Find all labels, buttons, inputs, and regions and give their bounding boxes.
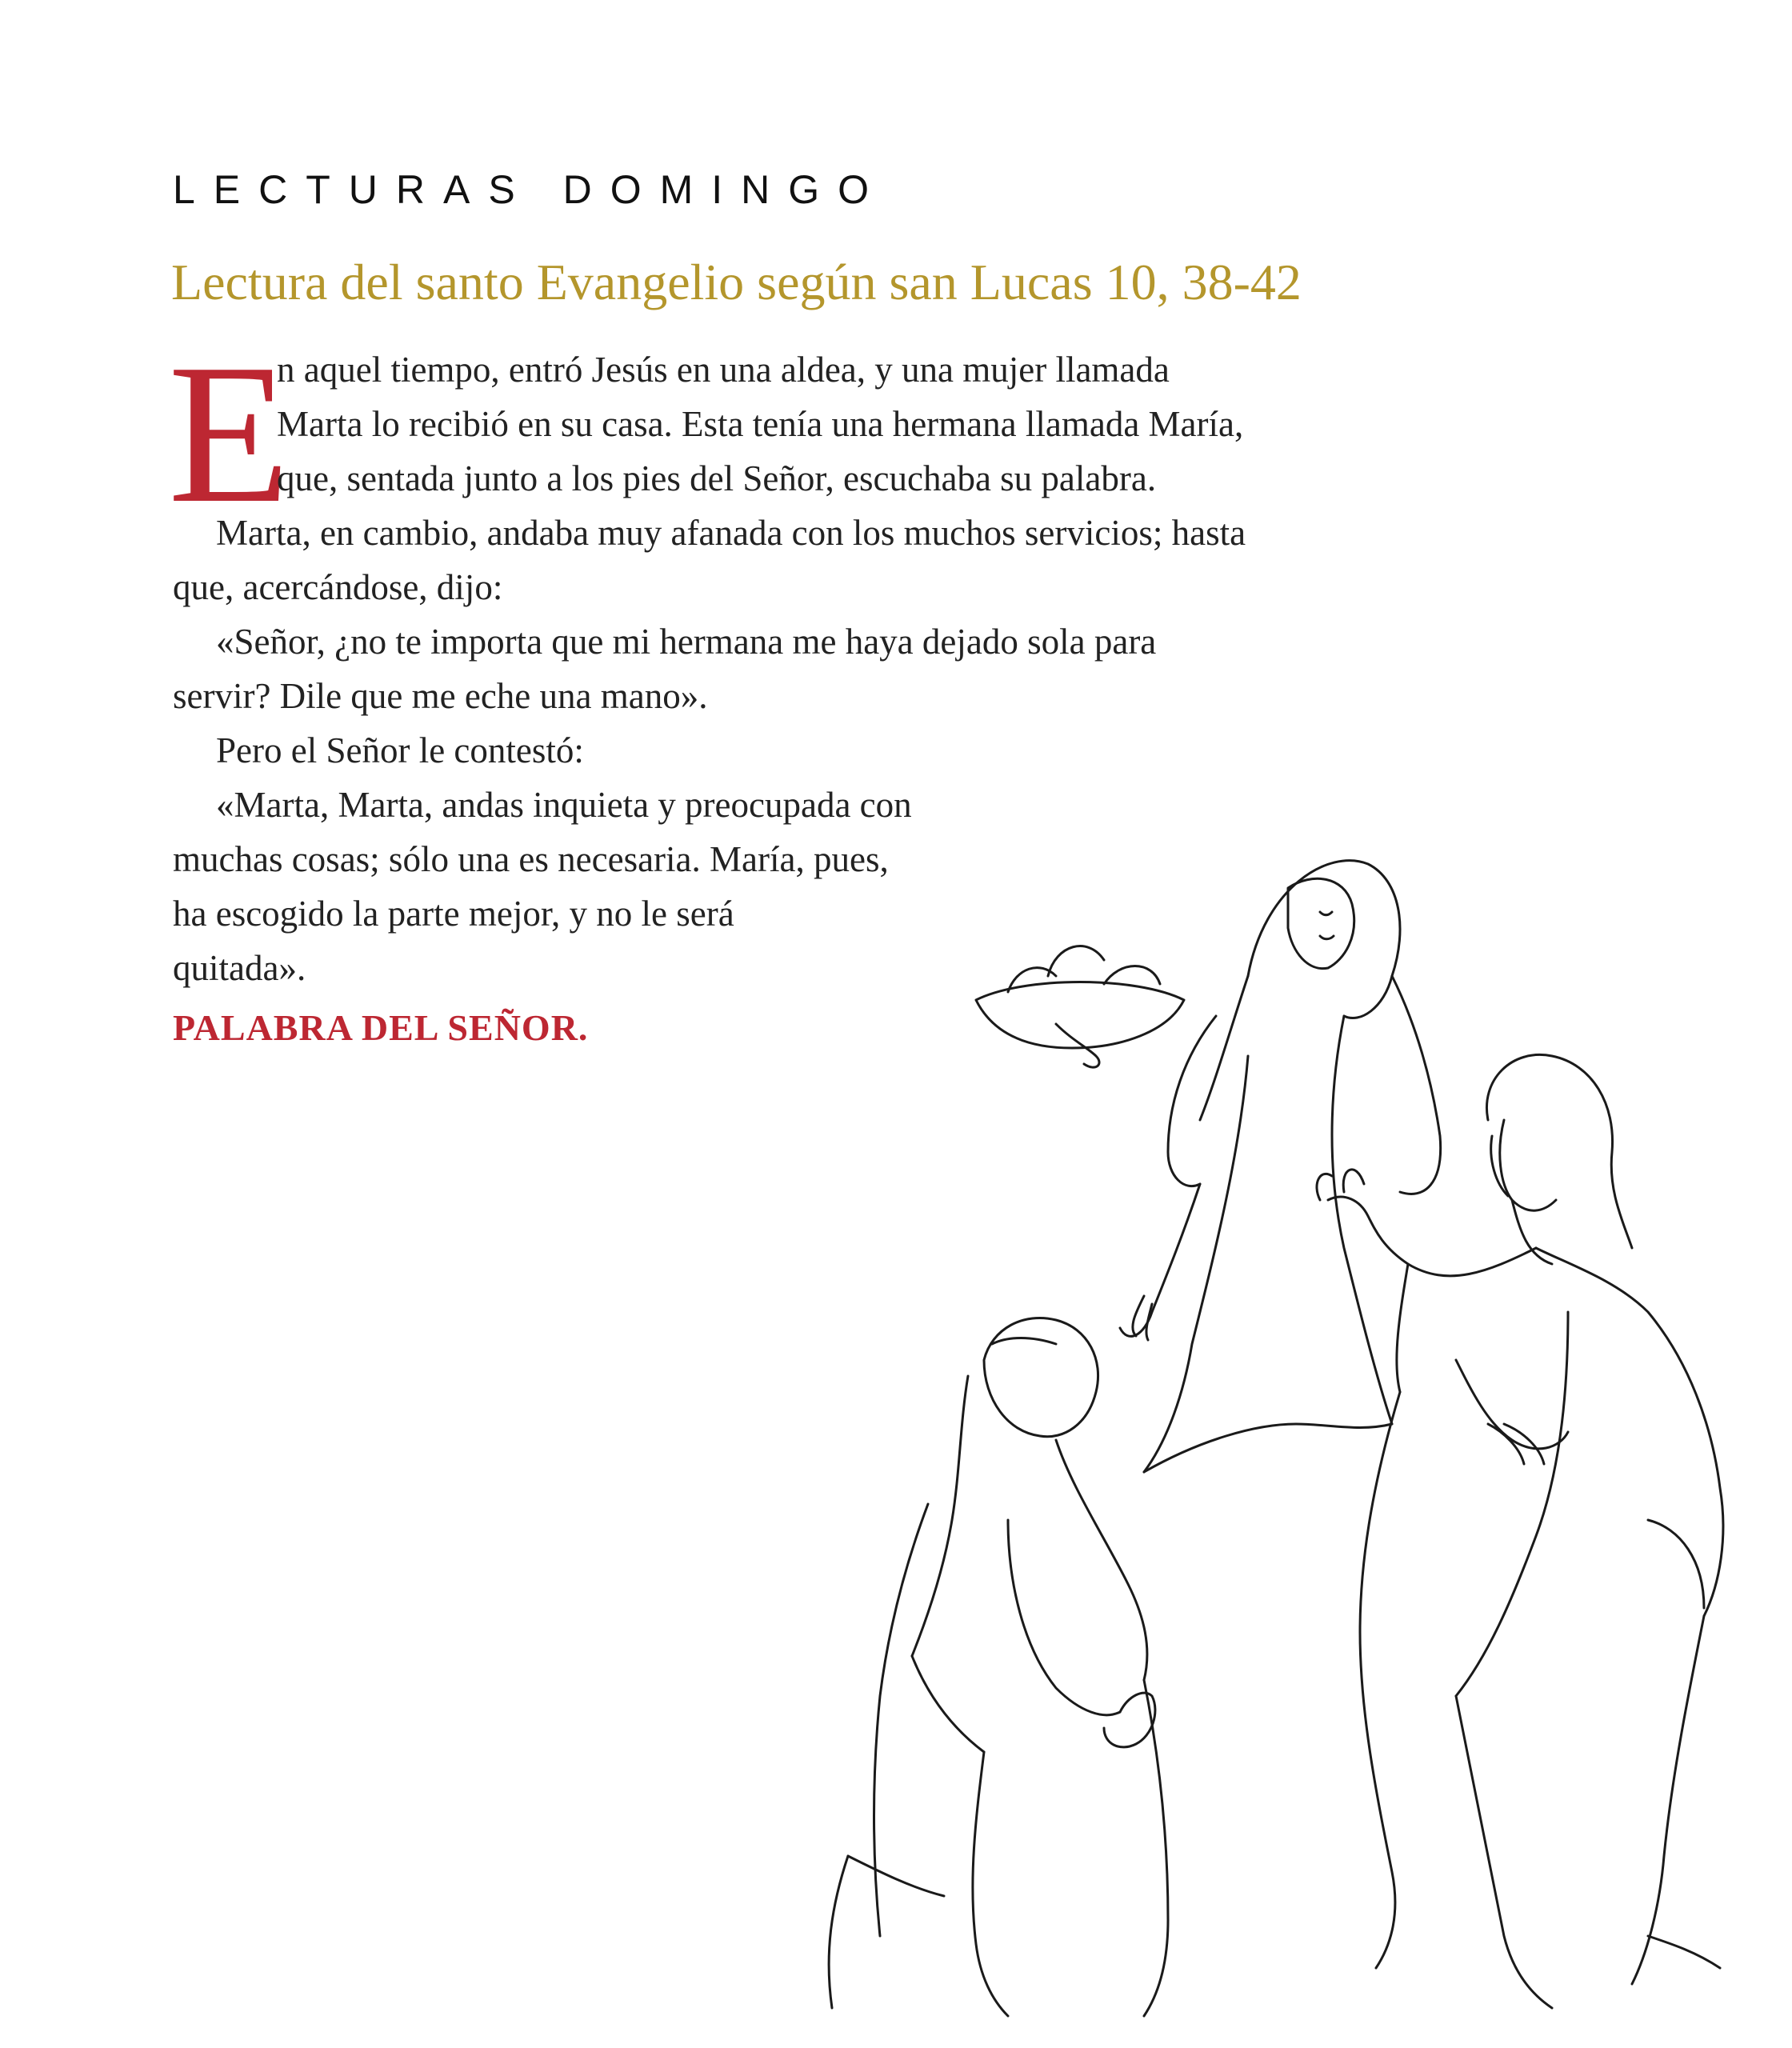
jesus-figure	[1317, 1054, 1723, 2008]
reading-title: Lectura del santo Evangelio según san Lucas 10, 38-42	[171, 254, 1302, 310]
martha-figure	[976, 861, 1441, 1472]
reading-line: Marta lo recibió en su casa. Esta tenía una hermana llamada María,	[277, 404, 1244, 444]
reading-line: quitada».	[173, 948, 306, 988]
reading-line: que, sentada junto a los pies del Señor, escuchaba su palabra.	[277, 458, 1157, 498]
section-label: LECTURAS DOMINGO	[173, 167, 888, 212]
reading-line: Pero el Señor le contestó:	[216, 730, 584, 770]
reading-line: muchas cosas; sólo una es necesaria. María, pues,	[173, 839, 889, 879]
reading-line: n aquel tiempo, entró Jesús en una aldea, y una mujer llamada	[277, 350, 1170, 390]
reading-line: «Señor, ¿no te importa que mi hermana me haya dejado sola para	[216, 622, 1157, 662]
reading-line: «Marta, Marta, andas inquieta y preocupada con	[216, 785, 912, 825]
reading-line: que, acercándose, dijo:	[173, 567, 503, 607]
reading-line: servir? Dile que me eche una mano».	[173, 676, 708, 716]
drop-cap: E	[168, 323, 290, 545]
reading-line: ha escogido la parte mejor, y no le será	[173, 894, 734, 934]
line-art-illustration	[768, 816, 1752, 2032]
closing-acclamation: PALABRA DEL SEÑOR.	[173, 1007, 589, 1048]
reading-line: Marta, en cambio, andaba muy afanada con los muchos servicios; hasta	[216, 513, 1246, 553]
mary-figure	[829, 1318, 1168, 2016]
